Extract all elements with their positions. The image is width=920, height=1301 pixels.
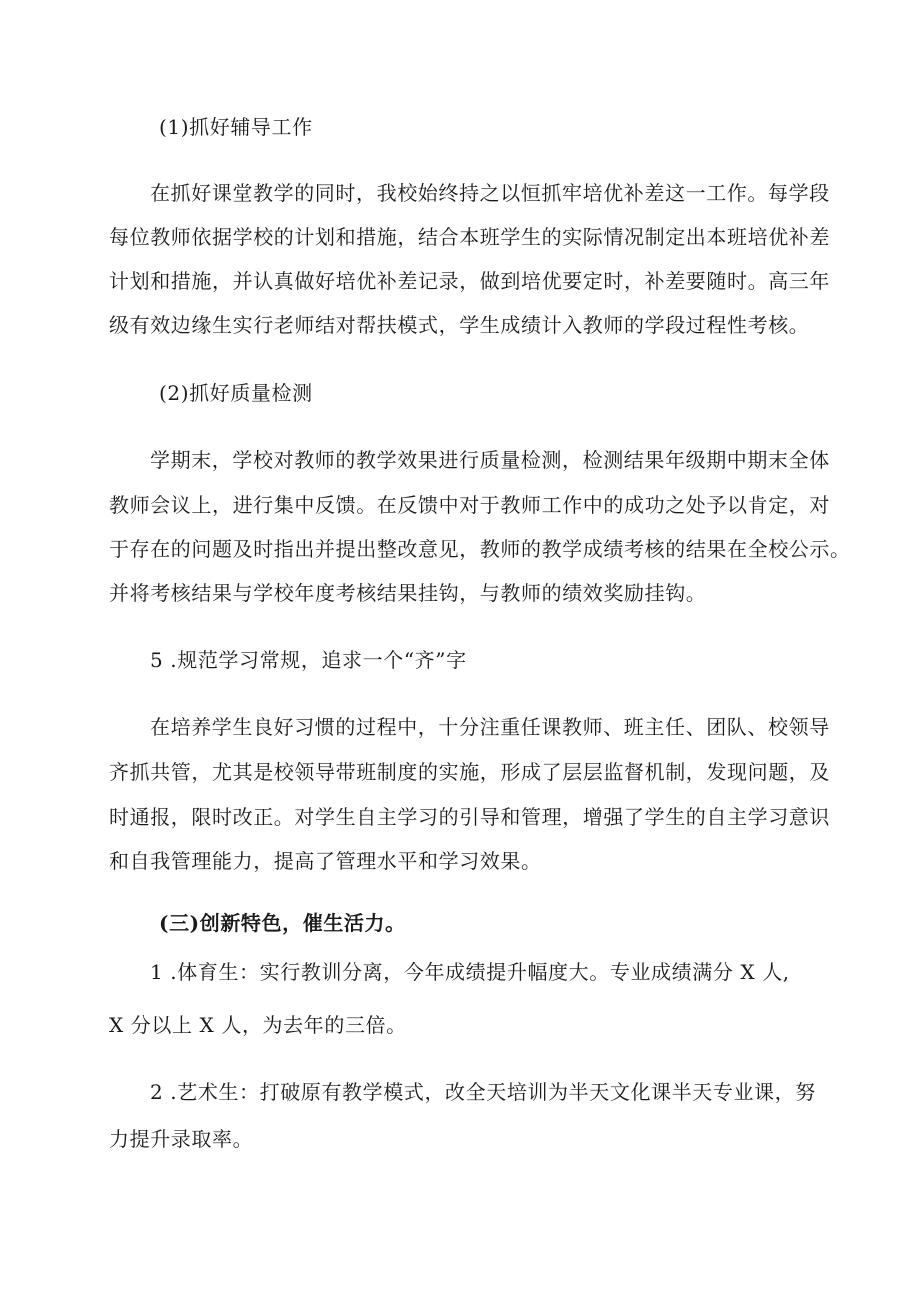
paragraph-line: 齐抓共管，尤其是校领导带班制度的实施，形成了层层监督机制，发现问题，及	[109, 760, 830, 784]
paragraph-line: 教师会议上，进行集中反馈。在反馈中对于教师工作中的成功之处予以肯定，对	[109, 493, 830, 517]
paragraph-line: 学期末，学校对教师的教学效果进行质量检测，检测结果年级期中期末全体	[150, 448, 830, 472]
heading-tutoring: (1)抓好辅导工作	[159, 115, 313, 139]
list-item-line: 力提升录取率。	[109, 1127, 254, 1151]
paragraph-line: 时通报，限时改正。对学生自主学习的引导和管理，增强了学生的自主学习意识	[109, 805, 830, 829]
paragraph-line: 计划和措施，并认真做好培优补差记录，做到培优要定时，补差要随时。高三年	[109, 269, 830, 293]
paragraph-line: 在抓好课堂教学的同时，我校始终持之以恒抓牢培优补差这一工作。每学段	[150, 181, 830, 205]
heading-study-routine: 5 .规范学习常规，追求一个“齐”字	[150, 648, 467, 672]
list-item-line: X 分以上 X 人，为去年的三倍。	[109, 1013, 407, 1037]
paragraph-line: 级有效边缘生实行老师结对帮扶模式，学生成绩计入教师的学段过程性考核。	[109, 313, 810, 337]
heading-innovation: (三)创新特色，催生活力。	[159, 911, 406, 935]
paragraph-line: 并将考核结果与学校年度考核结果挂钩，与教师的绩效奖励挂钩。	[109, 581, 707, 605]
heading-quality-check: (2)抓好质量检测	[159, 381, 313, 405]
paragraph-line: 和自我管理能力，提高了管理水平和学习效果。	[109, 849, 542, 873]
paragraph-line: 每位教师依据学校的计划和措施，结合本班学生的实际情况制定出本班培优补差	[109, 225, 830, 249]
list-item-line: 1 .体育生：实行教训分离，今年成绩提升幅度大。专业成绩满分 X 人,	[150, 960, 790, 984]
paragraph-line: 于存在的问题及时指出并提出整改意见，教师的教学成绩考核的结果在全校公示。	[109, 537, 851, 561]
list-item-line: 2 .艺术生：打破原有教学模式，改全天培训为半天文化课半天专业课，努	[150, 1080, 816, 1104]
paragraph-line: 在培养学生良好习惯的过程中，十分注重任课教师、班主任、团队、校领导	[150, 715, 830, 739]
